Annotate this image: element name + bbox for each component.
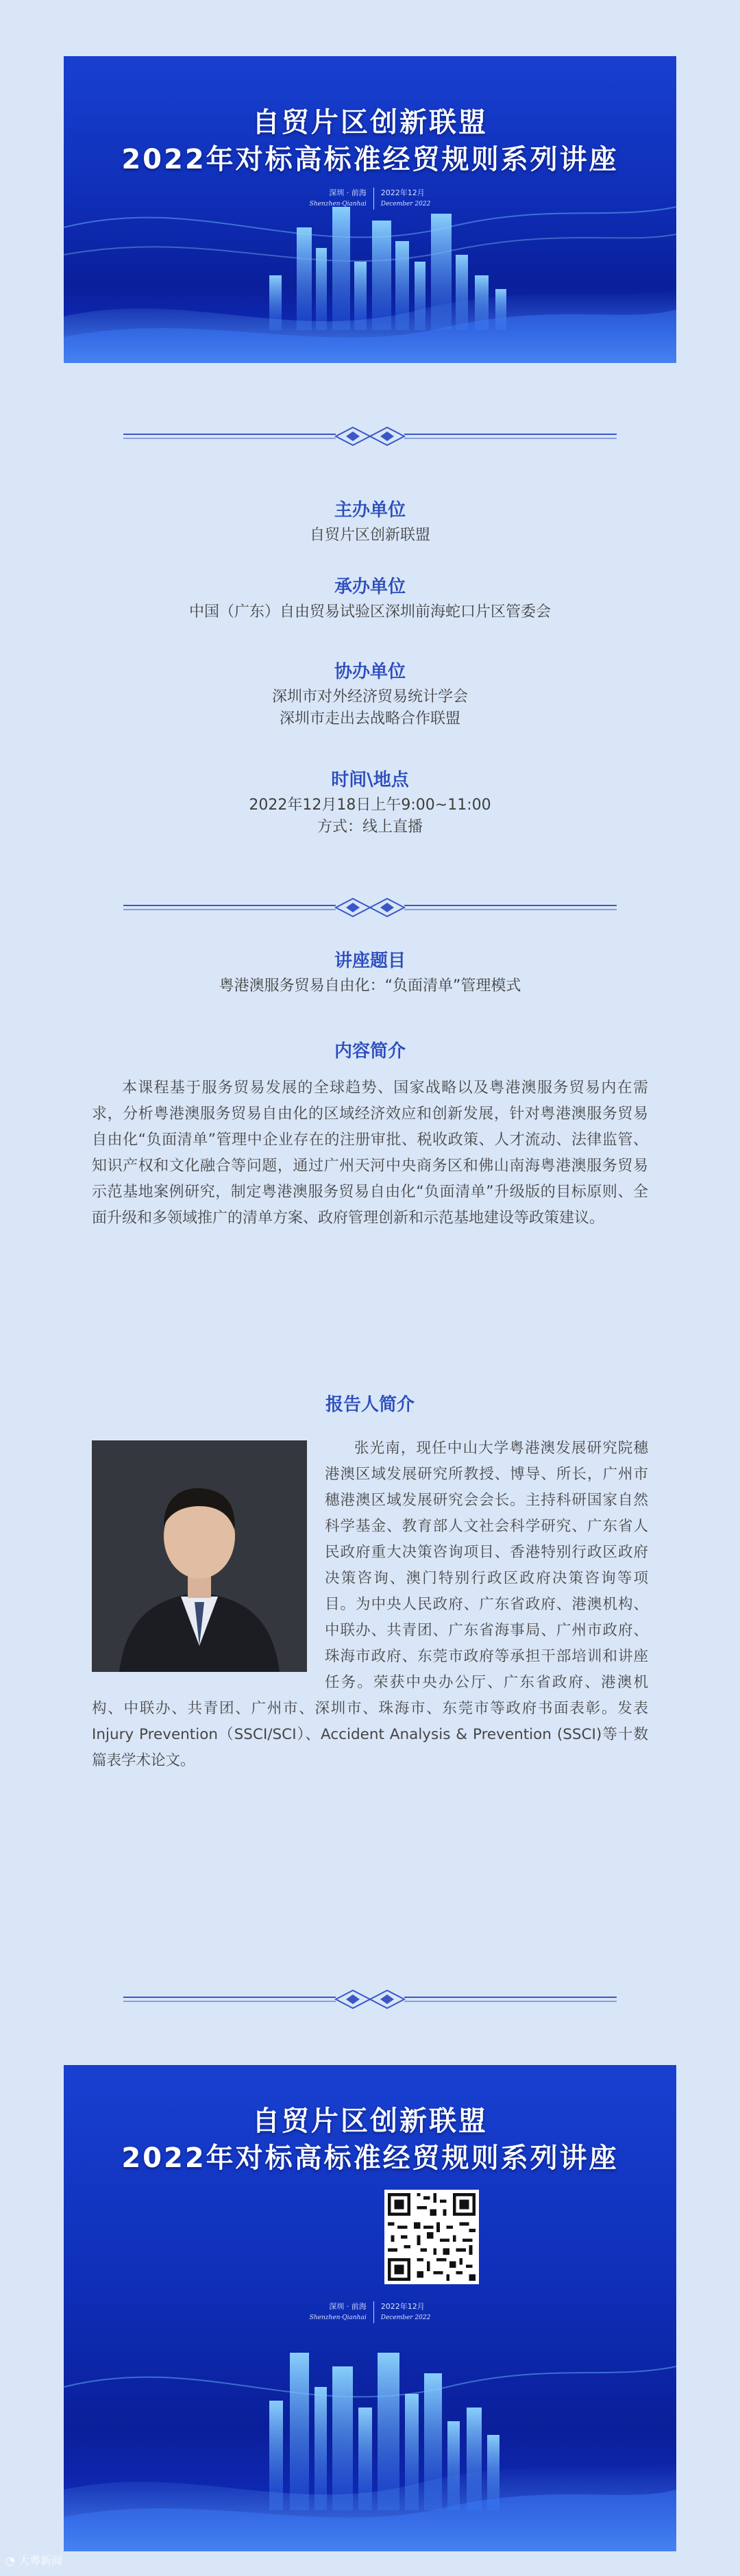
ornament-divider xyxy=(123,423,617,451)
top-banner xyxy=(64,56,676,363)
co-heading: 承办单位 xyxy=(334,577,406,597)
host-section xyxy=(0,499,740,547)
intro-paragraph xyxy=(92,1075,648,1231)
banner-title-line1: 自贸片区创新联盟 xyxy=(252,107,488,138)
intro-text: 本课程基于服务贸易发展的全球趋势、国家战略以及粤港澳服务贸易内在需求，分析粤港澳服务贸易自由化的区域经济效应和创新发展，针对粤港澳服务贸易自由化“负面清单”管理中企业存在的注册审批、税收政策、人才流动、法律监管、知识产权和文化融合等问题，通过广州天河中央商务区和佛山南海粤港澳服务贸易示范基地案例研究，制定粤港澳服务贸易自由化“负面清单”升级版的目标原则、全面升级和多领域推广的清单方案、政府管理创新和示范基地建设等政策建议。 xyxy=(92,1079,648,1227)
place-cn: 深圳 · 前海 xyxy=(329,2302,367,2311)
banner-title-line2: 2022年对标高标准经贸规则系列讲座 xyxy=(121,2142,619,2174)
intro-heading-wrap xyxy=(0,1040,740,1063)
banner-date xyxy=(374,2301,431,2323)
place-en: Shenzhen·Qianhai xyxy=(309,201,367,208)
banner-title-line1: 自贸片区创新联盟 xyxy=(252,2105,488,2137)
date-cn: 2022年12月 xyxy=(380,188,425,197)
banner-meta xyxy=(64,2301,676,2323)
time-value: 2022年12月18日上午9:00~11:00 xyxy=(249,797,491,814)
speaker-heading-wrap xyxy=(0,1393,740,1416)
banner-title-line2: 2022年对标高标准经贸规则系列讲座 xyxy=(121,144,619,175)
banner-date xyxy=(374,188,431,210)
source-watermark xyxy=(5,2553,62,2568)
speaker-photo xyxy=(92,1440,307,1672)
ornament-divider xyxy=(123,1986,617,2014)
topic-title: 粤港澳服务贸易自由化：“负面清单”管理模式 xyxy=(219,977,521,995)
speaker-heading: 报告人简介 xyxy=(325,1395,415,1415)
qr-code-graphic xyxy=(384,2190,479,2284)
host-heading: 主办单位 xyxy=(334,500,406,521)
watermark-logo-icon: ◔ xyxy=(5,2554,15,2567)
co-value: 中国（广东）自由贸易试验区深圳前海蛇口片区管委会 xyxy=(188,603,551,621)
assist-section xyxy=(0,660,740,730)
speaker-portrait-graphic xyxy=(92,1440,307,1672)
date-en: December 2022 xyxy=(380,2314,431,2321)
qr-code xyxy=(384,2190,479,2284)
speaker-bio-text: 张光南，现任中山大学粤港澳发展研究院穗港澳区域发展研究所教授、博导、所长，广州市穗港澳区域发展研究会会长。主持科研国家自然科学基金、教育部人文社会科学研究、广东省人民政府重大决策咨询项目、香港特别行政区政府决策咨询、澳门特别行政区政府决策咨询等项目。为中央人民政府、广东省政府、港澳机构、中联办、共青团、广东省海事局、广州市政府、珠海市政府、东莞市政府等承担干部培训和讲座任务。荣获中央办公厅、广东省政府、港澳机构、中联办、共青团、广州市、深圳市、珠海市、东莞市等政府书面表彰。发表Injury Prevention（SSCI/SCI）、Accident Analysis & Prevention (SSCI)等十数篇表学术论文。 xyxy=(92,1440,648,1769)
mode-value: 方式：线上直播 xyxy=(317,818,423,836)
place-cn: 深圳 · 前海 xyxy=(329,188,367,197)
place-en: Shenzhen·Qianhai xyxy=(309,2314,367,2321)
co-section xyxy=(0,575,740,623)
assist-value-1: 深圳市对外经济贸易统计学会 xyxy=(271,688,468,705)
speaker-bio xyxy=(92,1436,648,1774)
assist-value-2: 深圳市走出去战略合作联盟 xyxy=(279,710,460,727)
topic-section xyxy=(0,949,740,997)
intro-heading: 内容简介 xyxy=(334,1041,406,1062)
banner-place xyxy=(310,2301,374,2323)
host-value: 自贸片区创新联盟 xyxy=(309,527,430,544)
topic-heading: 讲座题目 xyxy=(334,951,406,971)
banner-place xyxy=(310,188,374,210)
time-section xyxy=(0,768,740,838)
banner-meta xyxy=(64,188,676,210)
ornament-divider xyxy=(123,895,617,922)
date-en: December 2022 xyxy=(380,201,431,208)
date-cn: 2022年12月 xyxy=(380,2302,425,2311)
bottom-banner xyxy=(64,2065,676,2551)
assist-heading: 协办单位 xyxy=(334,662,406,682)
banner-skyline-graphic xyxy=(64,56,676,363)
watermark-text: 大粤新闻 xyxy=(18,2554,63,2567)
time-heading: 时间\地点 xyxy=(331,770,409,790)
